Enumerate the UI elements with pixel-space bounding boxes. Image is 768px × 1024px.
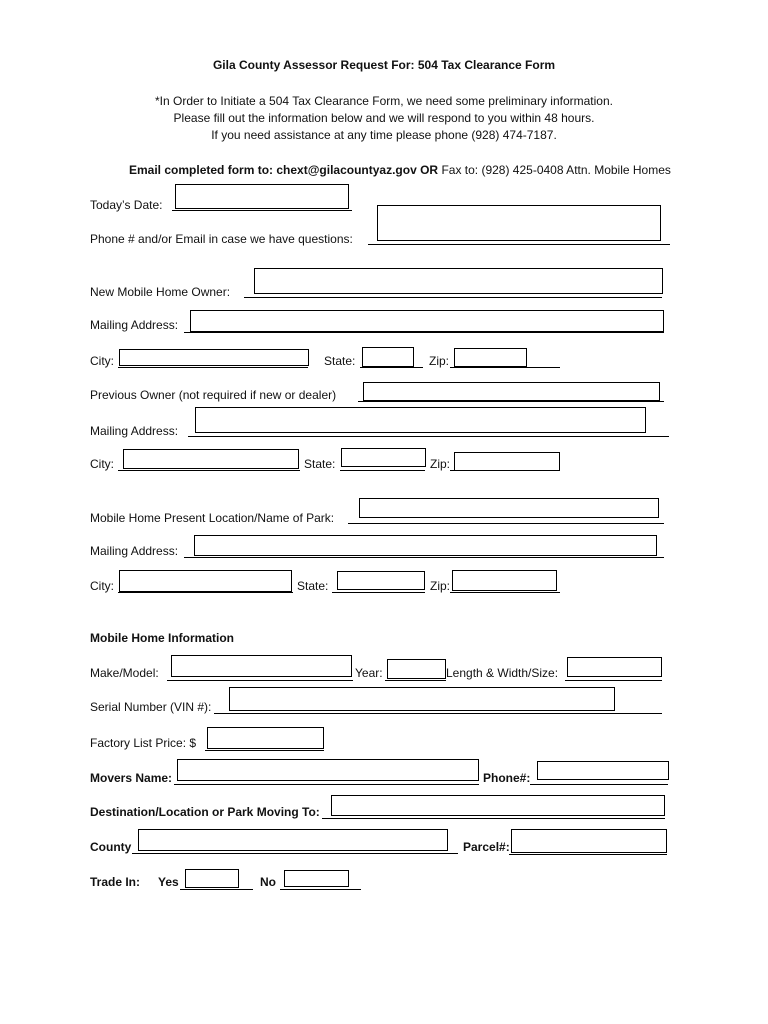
previous-owner-city-underline (118, 470, 300, 471)
trade-in-no-label: No (260, 875, 276, 889)
previous-owner-state-field[interactable] (341, 448, 426, 467)
intro-line-2: Please fill out the information below and we will respond to you within 48 hours. (173, 111, 595, 125)
parcel-label: Parcel#: (463, 840, 510, 854)
previous-owner-zip-underline (450, 470, 560, 471)
location-zip-label: Zip: (430, 579, 451, 593)
parcel-field[interactable] (511, 829, 667, 853)
length-width-field[interactable] (567, 657, 662, 677)
factory-price-underline (205, 750, 324, 751)
make-model-field[interactable] (171, 655, 352, 677)
new-owner-zip-label: Zip: (429, 354, 450, 368)
previous-owner-mailing-label: Mailing Address: (90, 424, 179, 438)
serial-number-underline (214, 713, 662, 714)
present-location-underline (348, 523, 664, 524)
factory-price-field[interactable] (207, 727, 324, 749)
todays-date-underline (172, 210, 352, 211)
parcel-underline (509, 854, 667, 855)
previous-owner-city-label: City: (90, 457, 114, 471)
location-city-underline (118, 592, 293, 593)
trade-in-label: Trade In: (90, 875, 141, 889)
trade-in-yes-field[interactable] (185, 869, 239, 888)
new-owner-field[interactable] (254, 268, 663, 294)
present-location-label: Mobile Home Present Location/Name of Park: (90, 511, 335, 525)
destination-field[interactable] (331, 795, 665, 816)
todays-date-label: Today’s Date: (90, 198, 163, 212)
factory-price-label: Factory List Price: $ (90, 736, 197, 750)
new-owner-underline (244, 297, 662, 298)
previous-owner-label: Previous Owner (not required if new or dealer) (90, 388, 337, 402)
location-mailing-label: Mailing Address: (90, 544, 179, 558)
previous-owner-mailing-field[interactable] (195, 407, 646, 433)
form-title: Gila County Assessor Request For: 504 Tax Clearance Form (212, 58, 556, 72)
location-city-label: City: (90, 579, 114, 593)
new-owner-zip-underline (450, 367, 560, 368)
location-mailing-field[interactable] (194, 535, 657, 556)
previous-owner-zip-label: Zip: (430, 457, 451, 471)
movers-name-label: Movers Name: (90, 771, 173, 785)
trade-in-no-underline (280, 889, 361, 890)
previous-owner-zip-field[interactable] (454, 452, 560, 471)
mobile-home-heading: Mobile Home Information (90, 631, 234, 645)
previous-owner-field[interactable] (363, 382, 660, 401)
year-label: Year: (355, 666, 383, 680)
movers-phone-label: Phone#: (483, 771, 531, 785)
location-state-field[interactable] (337, 571, 425, 590)
location-city-field[interactable] (119, 570, 292, 592)
previous-owner-state-underline (340, 470, 425, 471)
movers-phone-field[interactable] (537, 761, 669, 780)
new-owner-mailing-field[interactable] (190, 310, 664, 332)
fax-text: Fax to: (928) 425-0408 Attn. Mobile Homes (441, 163, 671, 177)
new-owner-mailing-underline (184, 332, 664, 333)
new-owner-city-field[interactable] (119, 349, 309, 366)
destination-label: Destination/Location or Park Moving To: (90, 805, 320, 819)
previous-owner-underline (358, 401, 664, 402)
movers-name-underline (174, 784, 479, 785)
movers-phone-underline (530, 784, 668, 785)
location-zip-underline (450, 592, 560, 593)
serial-number-field[interactable] (229, 687, 615, 711)
phone-email-field[interactable] (377, 205, 661, 241)
new-owner-state-label: State: (324, 354, 356, 368)
new-owner-state-field[interactable] (362, 347, 414, 367)
present-location-field[interactable] (359, 498, 659, 518)
new-owner-mailing-label: Mailing Address: (90, 318, 179, 332)
county-field[interactable] (138, 829, 448, 851)
destination-underline (322, 818, 665, 819)
todays-date-field[interactable] (175, 184, 349, 209)
phone-email-underline (368, 244, 670, 245)
length-width-label: Length & Width/Size: (446, 666, 559, 680)
previous-owner-mailing-underline (188, 436, 669, 437)
email-label: Email completed form to: chext@gilacountyaz.gov OR (129, 163, 439, 177)
new-owner-city-label: City: (90, 354, 114, 368)
trade-in-no-field[interactable] (284, 870, 349, 887)
county-label: County (90, 840, 132, 854)
intro-line-1: *In Order to Initiate a 504 Tax Clearance Form, we need some preliminary information. (155, 94, 613, 108)
phone-email-label: Phone # and/or Email in case we have questions: (90, 232, 353, 246)
location-state-label: State: (297, 579, 329, 593)
location-mailing-underline (184, 557, 664, 558)
trade-in-yes-underline (180, 889, 253, 890)
intro-line-3: If you need assistance at any time please phone (928) 474-7187. (211, 128, 557, 142)
serial-number-label: Serial Number (VIN #): (90, 700, 212, 714)
year-field[interactable] (387, 659, 446, 679)
location-zip-field[interactable] (452, 570, 557, 591)
new-owner-city-underline (118, 367, 308, 368)
trade-in-yes-label: Yes (158, 875, 179, 889)
movers-name-field[interactable] (177, 759, 479, 781)
email-instruction (129, 163, 671, 177)
make-model-underline (167, 680, 353, 681)
county-underline (132, 853, 458, 854)
previous-owner-city-field[interactable] (123, 449, 299, 469)
new-owner-zip-field[interactable] (454, 348, 527, 367)
year-underline (385, 680, 446, 681)
length-width-underline (565, 680, 662, 681)
location-state-underline (332, 592, 425, 593)
make-model-label: Make/Model: (90, 666, 159, 680)
new-owner-state-underline (360, 367, 423, 368)
new-owner-label: New Mobile Home Owner: (90, 285, 231, 299)
previous-owner-state-label: State: (304, 457, 336, 471)
